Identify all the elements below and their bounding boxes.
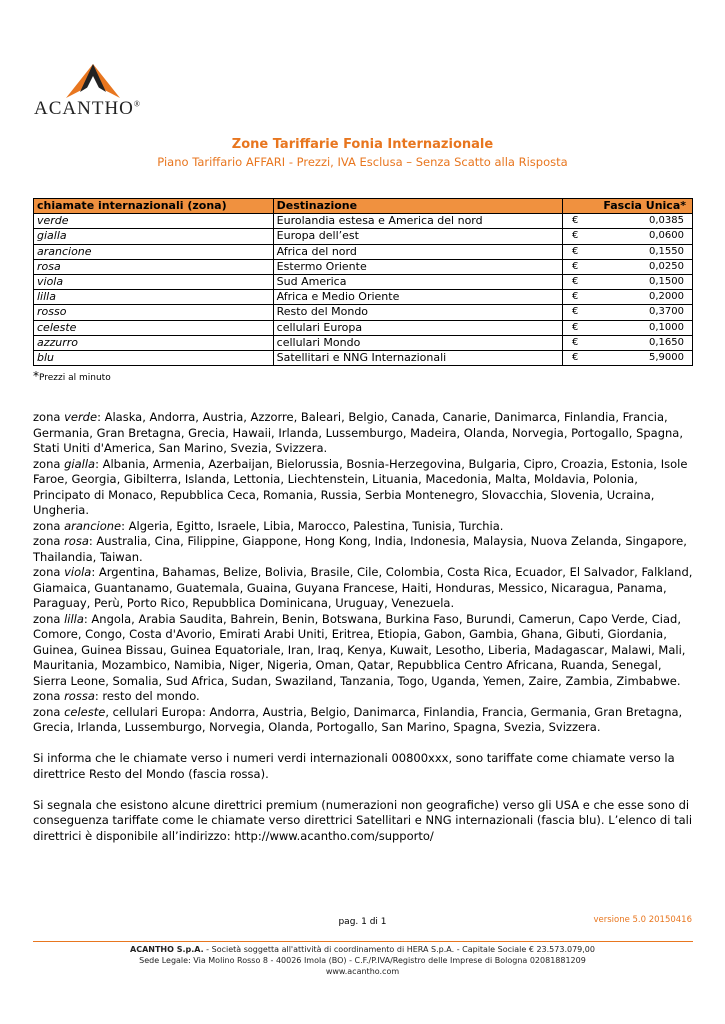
page-number: pag. 1 di 1	[338, 917, 387, 927]
zone-description: zona gialla: Albania, Armenia, Azerbaijan, Bielorussia, Bosnia-Herzegovina, Bulgaria, Cipro, Croazia, Estonia, Isole Faroe, Georgia, Gibilterra, Islanda, Lettonia, Liechtenstein, Lituania, Macedonia, Malta, Moldavia, Polonia, Principato di Monaco, Repubblica Ceca, Romania, Russia, Serbia Montenegro, Slovacchia, Slovenia, Ucraina, Ungheria.	[33, 456, 688, 517]
destination-cell: Africa del nord	[273, 244, 562, 259]
zone-name: celeste	[64, 704, 106, 719]
page-subtitle: Piano Tariffario AFFARI - Prezzi, IVA Esclusa – Senza Scatto alla Risposta	[157, 155, 568, 169]
table-row	[34, 244, 693, 259]
footer-line-2: Sede Legale: Via Molino Rosso 8 - 40026 Imola (BO) - C.F./P.IVA/Registro delle Imprese di Bologna 02081881209	[139, 956, 586, 965]
zone-descriptions	[33, 410, 693, 844]
zone-cell: azzurro	[34, 335, 274, 350]
destination-cell: Europa dell’est	[273, 229, 562, 244]
info-green-numbers: Si informa che le chiamate verso i numeri verdi internazionali 00800xxx, sono tariffate come chiamate verso la direttrice Resto del Mondo (fascia rossa).	[33, 751, 675, 781]
price-value: 0,1500	[649, 276, 685, 288]
price-cell	[563, 259, 693, 274]
zone-cell: rosa	[34, 259, 274, 274]
footer	[0, 944, 725, 977]
footer-line-1: ACANTHO S.p.A. - Società soggetta all'attività di coordinamento di HERA S.p.A. - Capitale Sociale € 23.573.079,00	[130, 945, 595, 954]
zone-name: gialla	[64, 456, 96, 471]
destination-cell: cellulari Mondo	[273, 335, 562, 350]
currency-symbol: €	[572, 321, 579, 333]
zone-cell: viola	[34, 274, 274, 289]
table-row	[34, 229, 693, 244]
currency-symbol: €	[572, 291, 579, 303]
price-cell	[563, 274, 693, 289]
col-zone-header: chiamate internazionali (zona)	[34, 199, 274, 214]
currency-symbol: €	[572, 276, 579, 288]
table-row	[34, 335, 693, 350]
rates-table	[33, 198, 693, 366]
zone-description: zona rossa: resto del mondo.	[33, 689, 200, 703]
table-row	[34, 290, 693, 305]
col-dest-header: Destinazione	[273, 199, 562, 214]
table-row	[34, 259, 693, 274]
acantho-mark-icon	[58, 62, 128, 100]
zone-name: lilla	[64, 611, 84, 626]
price-value: 0,1650	[649, 336, 685, 348]
zone-description: zona celeste, cellulari Europa: Andorra, Austria, Belgio, Danimarca, Finlandia, Francia, Germania, Gran Bretagna, Grecia, Irlanda, Lussemburgo, Norvegia, Olanda, Portogallo, San Marino, Spagna, Svezia, Svizzera.	[33, 704, 683, 734]
zone-cell: blu	[34, 350, 274, 365]
currency-symbol: €	[572, 245, 579, 257]
currency-symbol: €	[572, 230, 579, 242]
currency-symbol: €	[572, 306, 579, 318]
zone-cell: verde	[34, 214, 274, 229]
destination-cell: Resto del Mondo	[273, 305, 562, 320]
logo-wordmark: ACANTHO®	[34, 98, 141, 119]
price-value: 5,9000	[649, 351, 685, 363]
price-value: 0,1000	[649, 321, 685, 333]
table-header-row	[34, 199, 693, 214]
destination-cell: Africa e Medio Oriente	[273, 290, 562, 305]
zone-description: zona viola: Argentina, Bahamas, Belize, Bolivia, Brasile, Cile, Colombia, Costa Rica, Ecuador, El Salvador, Falkland, Giamaica, Guantanamo, Guatemala, Guaina, Guyana Francese, Haiti, Honduras, Messico, Nicaragua, Panama, Paraguay, Perù, Porto Rico, Repubblica Dominicana, Uruguay, Venezuela.	[33, 565, 693, 610]
acantho-logo	[34, 62, 154, 120]
price-cell	[563, 320, 693, 335]
price-value: 0,3700	[649, 306, 685, 318]
destination-cell: Eurolandia estesa e America del nord	[273, 214, 562, 229]
page-title: Zone Tariffarie Fonia Internazionale	[231, 137, 494, 152]
price-cell	[563, 214, 693, 229]
info-premium-numbers: Si segnala che esistono alcune direttrici premium (numerazioni non geografiche) verso gli USA e che esse sono di conseguenza tariffate come le chiamate verso direttrici Satellitari e NNG internazionali (fascia blu). L’elenco di tali direttrici è disponibile all’indirizzo: http://www.acantho.com/supporto/	[33, 797, 693, 843]
zone-name: rosa	[64, 534, 89, 548]
price-cell	[563, 350, 693, 365]
currency-symbol: €	[572, 260, 579, 272]
footer-line-3: www.acantho.com	[325, 967, 400, 976]
zone-name: viola	[64, 565, 92, 579]
col-fascia-header: Fascia Unica*	[563, 199, 693, 214]
zone-cell: lilla	[34, 290, 274, 305]
footer-divider	[33, 941, 693, 942]
zone-description: zona arancione: Algeria, Egitto, Israele, Libia, Marocco, Palestina, Tunisia, Turchia.	[33, 518, 504, 533]
version-label: versione 5.0 20150416	[593, 915, 692, 925]
zone-name: arancione	[64, 518, 122, 533]
price-value: 0,2000	[649, 291, 685, 303]
zone-cell: celeste	[34, 320, 274, 335]
currency-symbol: €	[572, 351, 579, 363]
price-cell	[563, 305, 693, 320]
table-row	[34, 320, 693, 335]
price-cell	[563, 335, 693, 350]
zone-name: verde	[64, 410, 98, 424]
destination-cell: Sud America	[273, 274, 562, 289]
price-value: 0,0250	[649, 260, 685, 272]
price-note: *Prezzi al minuto	[33, 369, 111, 383]
zone-description: zona rosa: Australia, Cina, Filippine, Giappone, Hong Kong, India, Indonesia, Malaysia, Nuova Zelanda, Singapore, Thailandia, Taiwan.	[33, 534, 687, 564]
zone-cell: gialla	[34, 229, 274, 244]
price-cell	[563, 229, 693, 244]
currency-symbol: €	[572, 215, 579, 227]
price-cell	[563, 290, 693, 305]
destination-cell: Estermo Oriente	[273, 259, 562, 274]
zone-name: rossa	[64, 689, 95, 703]
zone-cell: rosso	[34, 305, 274, 320]
destination-cell: Satellitari e NNG Internazionali	[273, 350, 562, 365]
price-value: 0,0385	[649, 215, 685, 227]
table-row	[34, 305, 693, 320]
table-row	[34, 274, 693, 289]
zone-description: zona lilla: Angola, Arabia Saudita, Bahrein, Benin, Botswana, Burkina Faso, Burundi, Camerun, Capo Verde, Ciad, Comore, Congo, Costa d'Avorio, Emirati Arabi Uniti, Eritrea, Etiopia, Gabon, Gambia, Ghana, Gibuti, Giordania, Guinea, Guinea Bissau, Guinea Equatoriale, Iran, Iraq, Kenya, Kuwait, Lesotho, Liberia, Madagascar, Malawi, Mali, Mauritania, Mozambico, Namibia, Niger, Nigeria, Oman, Qatar, Repubblica Centro Africana, Ruanda, Senegal, Sierra Leone, Somalia, Sud Africa, Sudan, Swaziland, Tanzania, Togo, Uganda, Yemen, Zaire, Zambia, Zimbabwe.	[33, 611, 686, 688]
table-row	[34, 350, 693, 365]
table-row	[34, 214, 693, 229]
zone-description: zona verde: Alaska, Andorra, Austria, Azzorre, Baleari, Belgio, Canada, Canarie, Danimarca, Finlandia, Francia, Germania, Gran Bretagna, Grecia, Hawaii, Irlanda, Lussemburgo, Madeira, Olanda, Norvegia, Portogallo, Spagna, Stati Uniti d'America, San Marino, Svezia, Svizzera.	[33, 410, 684, 455]
price-value: 0,0600	[649, 230, 685, 242]
currency-symbol: €	[572, 336, 579, 348]
destination-cell: cellulari Europa	[273, 320, 562, 335]
zone-cell: arancione	[34, 244, 274, 259]
price-cell	[563, 244, 693, 259]
price-value: 0,1550	[649, 245, 685, 257]
